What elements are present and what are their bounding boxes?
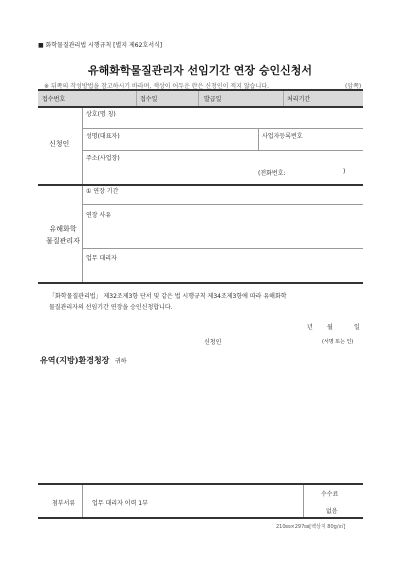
- reception-divider: [198, 91, 199, 106]
- date-day-label[interactable]: 일: [354, 324, 360, 331]
- addressee-suffix: 귀하: [114, 358, 127, 365]
- issue-date-label: 발급일: [204, 96, 222, 103]
- receipt-date-label: 접수일: [140, 96, 158, 103]
- applicant-label-divider: [82, 108, 83, 184]
- manager-bottom-border: [38, 282, 363, 284]
- applicant-section-label: 신청인: [49, 140, 70, 148]
- reception-divider: [136, 91, 137, 106]
- manager-section-label-1: 유해화학: [49, 225, 77, 233]
- attachments-bottom-border: [38, 517, 363, 519]
- signature-field[interactable]: (서명 또는 인): [322, 339, 354, 345]
- reception-bottom-border: [38, 106, 363, 108]
- applicant-row-divider: [82, 150, 363, 151]
- attachments-label: 첨부서류: [52, 500, 76, 507]
- addressee-office: 유역(지방)환경청장: [40, 355, 110, 365]
- receipt-number-label: 접수번호: [42, 96, 66, 103]
- extension-reason-field[interactable]: 연장 사유: [86, 212, 112, 219]
- manager-row-divider: [82, 204, 363, 205]
- representative-name-field[interactable]: 성명(대표자): [86, 133, 120, 140]
- address-field[interactable]: 주소(사업장): [86, 155, 120, 162]
- manager-row-divider: [82, 248, 363, 249]
- law-reference: ■ 화학물질관리법 시행규칙 [별지 제62호서식]: [38, 42, 163, 49]
- attachments-label-divider: [82, 485, 83, 517]
- statement-line-2: 물질관리자의 선임기간 연장을 승인신청합니다.: [49, 304, 173, 311]
- deputy-field[interactable]: 업무 대리자: [86, 255, 117, 262]
- fee-divider: [303, 485, 304, 517]
- form-title: 유해화학물질관리자 선임기간 연장 승인신청서: [87, 64, 312, 77]
- page-side-label: (앞쪽): [345, 83, 362, 90]
- phone-number-open[interactable]: (전화번호:: [258, 170, 286, 177]
- manager-label-divider: [82, 186, 83, 282]
- paper-size-note: 210㎜×297㎜[백상지 80g/㎡]: [276, 524, 346, 530]
- reception-divider: [283, 91, 284, 106]
- addressee: [40, 355, 127, 366]
- extension-period-field[interactable]: ① 연장 기간: [86, 188, 119, 195]
- manager-section-label-2: 물질관리자: [46, 237, 80, 245]
- date-month-label[interactable]: 월: [327, 324, 333, 331]
- attachments-content: 업무 대리자 이력 1부: [92, 500, 148, 507]
- fee-label: 수수료: [321, 491, 339, 498]
- instructions-note: ※ 뒤쪽의 작성방법을 참고하시기 바라며, 색상이 어두운 란은 신청인이 적지 않습니다.: [44, 83, 269, 90]
- company-name-field[interactable]: 상호(명 칭): [86, 111, 116, 118]
- applicant-row-divider: [82, 128, 363, 129]
- statement-line-1: 「화학물질관리법」 제32조제3항 단서 및 같은 법 시행규칙 제34조제3항에 따라 유해화학: [49, 293, 287, 300]
- business-registration-field[interactable]: 사업자등록번호: [262, 133, 303, 140]
- signature-applicant-label: 신청인: [204, 339, 222, 346]
- reception-row: [38, 91, 363, 106]
- phone-number-close: ): [343, 168, 346, 175]
- applicant-col-divider: [258, 128, 259, 150]
- attachments-top-border: [38, 483, 363, 485]
- date-year-label[interactable]: 년: [307, 324, 313, 331]
- fee-value: 없음: [326, 508, 338, 515]
- processing-period-label: 처리기간: [287, 96, 311, 103]
